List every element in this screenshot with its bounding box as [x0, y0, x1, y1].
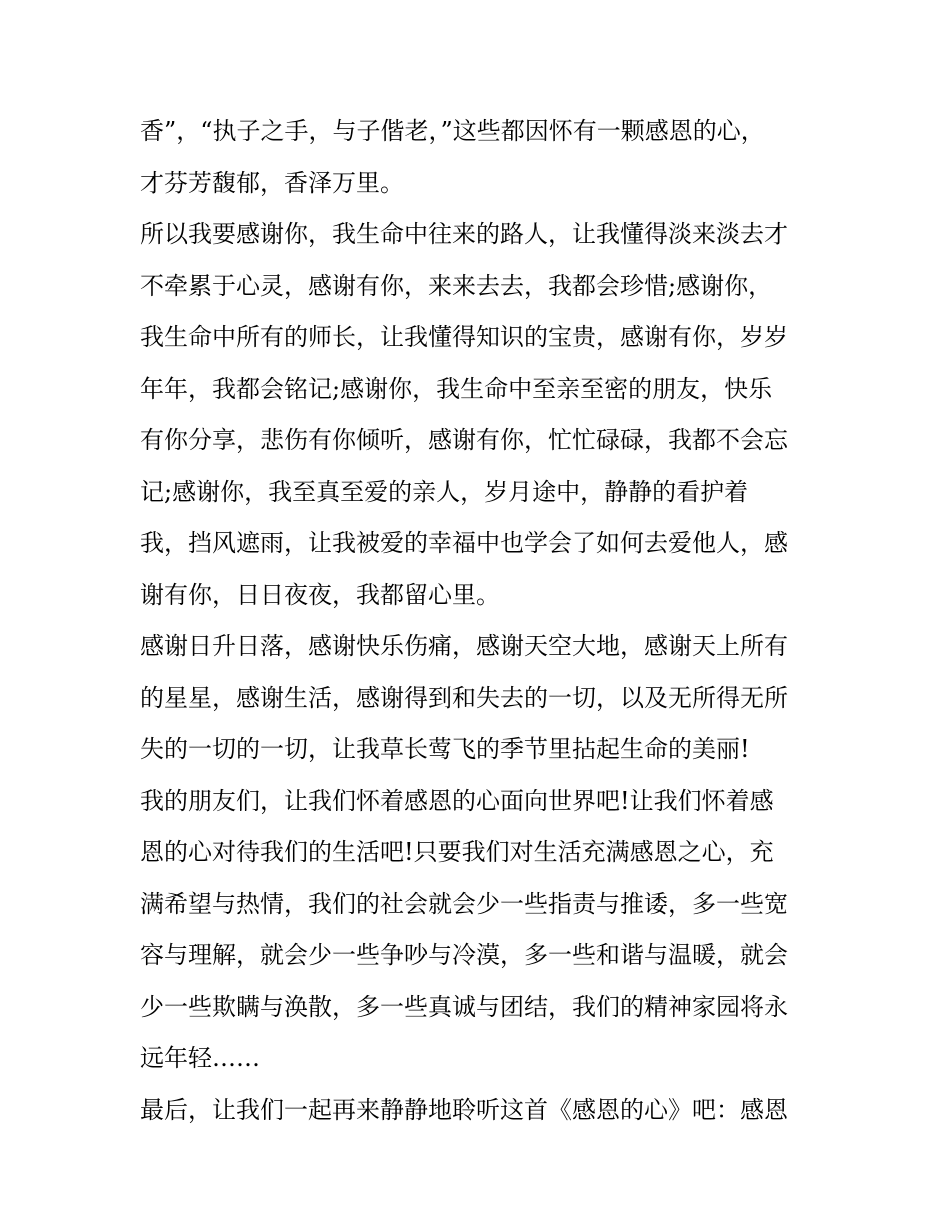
text-line-1: 香”，“执子之手，与子偕老，”这些都因怀有一颗感恩的心，	[140, 117, 765, 145]
text-line-7: 有你分享，悲伤有你倾听，感谢有你，忙忙碌碌，我都不会忘	[140, 426, 788, 454]
text-line-19: 远年轻……	[140, 1044, 260, 1072]
text-line-9: 我，挡风遮雨，让我被爱的幸福中也学会了如何去爱他人，感	[140, 529, 788, 557]
text-line-6: 年年，我都会铭记;感谢你，我生命中至亲至密的朋友，快乐	[140, 374, 773, 403]
text-line-2: 才芬芳馥郁，香泽万里。	[140, 168, 404, 197]
text-line-10: 谢有你，日日夜夜，我都留心里。	[140, 580, 500, 609]
text-line-14: 我的朋友们，让我们怀着感恩的心面向世界吧!让我们怀着感	[140, 786, 774, 815]
text-line-12: 的星星，感谢生活，感谢得到和失去的一切，以及无所得无所	[140, 683, 788, 712]
text-line-5: 我生命中所有的师长，让我懂得知识的宝贵，感谢有你，岁岁	[140, 323, 788, 351]
text-line-11: 感谢日升日落，感谢快乐伤痛，感谢天空大地，感谢天上所有	[140, 632, 788, 660]
text-line-3: 所以我要感谢你，我生命中往来的路人，让我懂得淡来淡去才	[140, 220, 788, 248]
text-line-4: 不牵累于心灵，感谢有你，来来去去，我都会珍惜;感谢你，	[140, 271, 773, 300]
text-line-18: 少一些欺瞒与涣散，多一些真诚与团结，我们的精神家园将永	[140, 992, 788, 1021]
text-line-20: 最后，让我们一起再来静静地聆听这首《感恩的心》吧：感恩	[140, 1095, 788, 1124]
text-line-8: 记;感谢你，我至真至爱的亲人，岁月途中，静静的看护着	[140, 477, 749, 506]
document-body	[140, 106, 820, 1136]
text-line-13: 失的一切的一切，让我草长莺飞的季节里拈起生命的美丽!	[140, 735, 750, 763]
text-line-15: 恩的心对待我们的生活吧!只要我们对生活充满感恩之心，充	[140, 838, 774, 866]
text-line-17: 容与理解，就会少一些争吵与冷漠，多一些和谐与温暖，就会	[140, 941, 788, 969]
text-line-16: 满希望与热情，我们的社会就会少一些指责与推诿，多一些宽	[140, 889, 788, 918]
